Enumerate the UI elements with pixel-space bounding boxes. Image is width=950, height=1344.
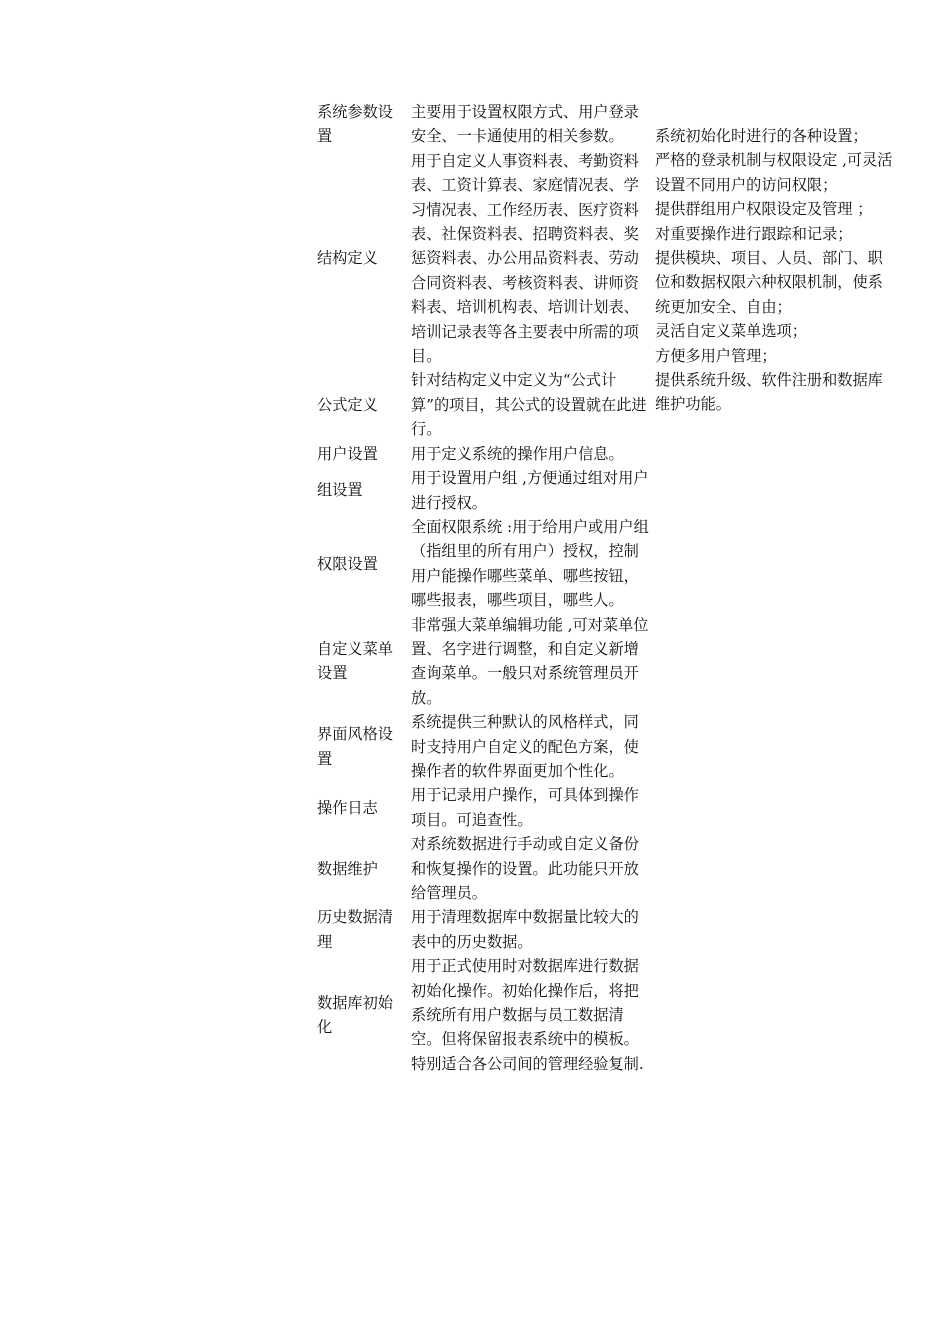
system-management-table — [317, 100, 895, 1076]
function-description: 用于设置用户组 ,方便通过组对用户进行授权。 — [411, 469, 649, 512]
summary-line: 提供群组用户权限设定及管理 ； — [655, 200, 873, 219]
summary-line: 严格的登录机制与权限设定 ,可灵活设置不同用户的访问权限； — [655, 151, 893, 194]
function-description: 全面权限系统 :用于给用户或用户组（指组里的所有用户）授权，控制用户能操作哪些菜单、哪些按钮，哪些报表，哪些项目，哪些人。 — [411, 517, 649, 610]
summary-line: 灵活自定义菜单选项； — [655, 322, 807, 341]
function-name: 组设置 — [317, 481, 363, 500]
function-description: 用于清理数据库中数据量比较大的表中的历史数据。 — [411, 908, 639, 951]
function-description: 用于自定义人事资料表、考勤资料表、工资计算表、家庭情况表、学习情况表、工作经历表、医疗资料表、社保资料表、招聘资料表、奖惩资料表、办公用品资料表、劳动合同资料表、考核资料表、讲师资料表、培训机构表、培训计划表、培训记录表等各主要表中所需的项目。 — [411, 151, 639, 366]
function-description: 用于正式使用时对数据库进行数据初始化操作。初始化操作后，将把系统所有用户数据与员工数据清空。但将保留报表系统中的模板。特别适合各公司间的管理经验复制. — [411, 957, 644, 1073]
function-name: 界面风格设置 — [317, 725, 393, 768]
function-name: 自定义菜单设置 — [317, 639, 393, 683]
table-row — [317, 100, 895, 149]
function-description: 对系统数据进行手动或自定义备份和恢复操作的设置。此功能只开放给管理员。 — [411, 835, 639, 902]
function-name: 结构定义 — [317, 249, 378, 268]
function-name: 历史数据清理 — [317, 908, 393, 951]
summary-line: 提供系统升级、软件注册和数据库维护功能。 — [655, 371, 883, 414]
function-name: 权限设置 — [317, 554, 378, 573]
summary-line: 对重要操作进行跟踪和记录； — [655, 224, 853, 243]
function-description: 非常强大菜单编辑功能 ,可对菜单位置、名字进行调整，和自定义新增查询菜单。一般只对系统管理员开放。 — [411, 615, 649, 707]
summary-line: 系统初始化时进行的各种设置； — [655, 127, 868, 145]
function-name: 系统参数设置 — [317, 103, 393, 146]
function-description: 系统提供三种默认的风格样式，同时支持用户自定义的配色方案，使操作者的软件界面更加个性化。 — [411, 713, 639, 780]
function-name: 数据维护 — [317, 859, 378, 878]
function-description: 用于记录用户操作，可具体到操作项目。可追查性。 — [411, 786, 639, 829]
summary-line: 方便多用户管理； — [655, 346, 777, 365]
function-description: 针对结构定义中定义为“公式计算”的项目，其公式的设置就在此进行。 — [411, 371, 647, 439]
feature-summary — [655, 100, 895, 1076]
function-name: 操作日志 — [317, 798, 378, 817]
function-description: 用于定义系统的操作用户信息。 — [411, 444, 624, 463]
function-name: 用户设置 — [317, 444, 378, 463]
function-name: 公式定义 — [317, 395, 378, 414]
summary-line: 提供模块、项目、人员、部门、职位和数据权限六种权限机制，使系统更加安全、自由； — [655, 249, 883, 316]
function-name: 数据库初始化 — [317, 993, 393, 1037]
function-description: 主要用于设置权限方式、用户登录安全、一卡通使用的相关参数。 — [411, 103, 639, 146]
